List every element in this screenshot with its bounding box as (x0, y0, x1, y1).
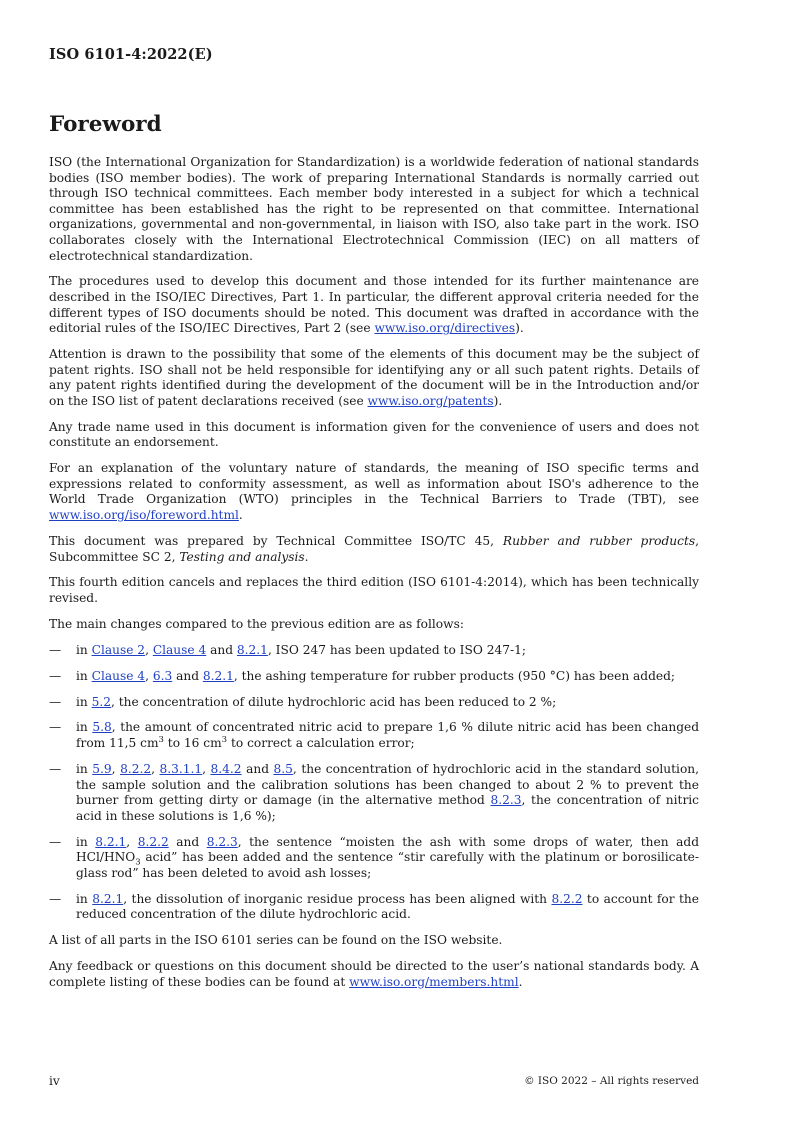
link-8-2-1[interactable]: 8.2.1 (236, 642, 268, 657)
paragraph-procedures: The procedures used to develop this document and those intended for its further maintenance are described in the ISO/IEC Directives, Part 1. In particular, the different approval criteria needed for the different types of ISO documents should be noted. This document was drafted in accordance with the editorial rules of the ISO/IEC Directives, Part 2 (see www.iso.org/directives). (49, 274, 699, 336)
list-item: — in 5.8, the amount of concentrated nitric acid to prepare 1,6 % dilute nitric acid has been changed from 11,5 $cm^3$ to 16 $cm^3$ to correct a calculation error; (49, 720, 700, 751)
link-patents[interactable]: www.iso.org/patents (367, 393, 494, 408)
paragraph-iso-intro: ISO (the International Organization for Standardization) is a worldwide federation of national standards bodies (ISO member bodies). The work of preparing International Standards is normally carried out through ISO technical committees. Each member body interested in a subject for which a technical committee has been established has the right to be represented on that committee. International organizations, governmental and non-governmental, in liaison with ISO, also take part in the work. ISO collaborates closely with the International Electrotechnical Commission (IEC) on all matters of electrotechnical standardization. (49, 155, 699, 263)
changes-list (49, 643, 699, 923)
list-item: — in Clause 4, 6.3 and 8.2.1, the ashing temperature for rubber products (950 °C) has been added; (49, 668, 676, 683)
paragraph-edition: This fourth edition cancels and replaces the third edition (ISO 6101-4:2014), which has been technically revised. (49, 575, 699, 606)
list-item: — in 5.2, the concentration of dilute hydrochloric acid has been reduced to 2 %; (49, 694, 557, 709)
link-clause-2[interactable]: Clause 2 (91, 642, 146, 657)
link-8-2-1[interactable]: 8.2.1 (92, 891, 124, 906)
link-8-2-3[interactable]: 8.2.3 (490, 793, 522, 808)
link-5-8[interactable]: 5.8 (92, 720, 112, 735)
section-title: Foreword (49, 112, 162, 137)
link-8-3-1-1[interactable]: 8.3.1.1 (159, 761, 203, 776)
link-clause-4[interactable]: Clause 4 (91, 668, 146, 683)
link-members[interactable]: www.iso.org/members.html (349, 974, 519, 989)
link-directives[interactable]: www.iso.org/directives (374, 321, 516, 336)
link-5-2[interactable]: 5.2 (91, 694, 112, 709)
list-item: — in 8.2.1, 8.2.2 and 8.2.3, the sentence “moisten the ash with some drops of water, then add HCl/$HNO_3$ acid” has been added and the sentence “stir carefully with the platinum or borosilicate-glass rod” has been deleted to avoid ash losses; (49, 834, 699, 880)
document-id-header: ISO 6101-4:2022(E) (49, 46, 213, 63)
paragraph-feedback: Any feedback or questions on this document should be directed to the user’s national standards body. A complete listing of these bodies can be found at www.iso.org/members.html. (49, 959, 699, 989)
list-item: — in 5.9, 8.2.2, 8.3.1.1, 8.4.2 and 8.5, the concentration of hydrochloric acid in the standard solution, the sample solution and the calibration solutions has been changed to about 2 % to prevent the burner from getting dirty or damage (in the alternative method 8.2.3, the concentration of nitric acid in these solutions is 1,6 %); (49, 761, 700, 823)
list-item: — in 8.2.1, the dissolution of inorganic residue process has been aligned with 8.2.2 to account for the reduced concentration of the dilute hydrochloric acid. (49, 891, 699, 922)
paragraph-main-changes: The main changes compared to the previous edition are as follows: (49, 616, 464, 631)
link-8-2-3[interactable]: 8.2.3 (206, 834, 238, 849)
link-clause-4[interactable]: Clause 4 (152, 642, 207, 657)
link-6-3[interactable]: 6.3 (152, 668, 173, 683)
link-8-2-2[interactable]: 8.2.2 (551, 891, 583, 906)
paragraph-trade-name: Any trade name used in this document is information given for the convenience of users and does not constitute an endorsement. (49, 419, 699, 450)
link-5-9[interactable]: 5.9 (92, 761, 112, 776)
paragraph-committee: This document was prepared by Technical Committee ISO/TC 45, Rubber and rubber products, Subcommittee SC 2, Testing and analysis. (49, 533, 700, 564)
paragraph-voluntary-nature: For an explanation of the voluntary nature of standards, the meaning of ISO specific terms and expressions related to conformity assessment, as well as information about ISO's adherence to the World Trade Organization (WTO) principles in the Technical Barriers to Trade (TBT), see www.iso.org/iso/foreword.html. (49, 461, 699, 523)
paragraph-patents: Attention is drawn to the possibility that some of the elements of this document may be the subject of patent rights. ISO shall not be held responsible for identifying any or all such patent rights. Details of any patent rights identified during the development of the document will be in the Introduction and/or on the ISO list of patent declarations received (see www.iso.org/patents). (49, 347, 699, 408)
paragraph-series-list: A list of all parts in the ISO 6101 series can be found on the ISO website. (49, 933, 503, 948)
link-8-2-2[interactable]: 8.2.2 (137, 834, 169, 849)
link-8-2-1[interactable]: 8.2.1 (202, 668, 234, 683)
link-8-2-2[interactable]: 8.2.2 (120, 761, 152, 776)
link-foreword[interactable]: www.iso.org/iso/foreword.html (49, 508, 239, 523)
foreword-body (49, 155, 699, 1001)
list-item: — in Clause 2, Clause 4 and 8.2.1, ISO 247 has been updated to ISO 247-1; (49, 642, 526, 657)
copyright-notice: © ISO 2022 – All rights reserved (524, 1075, 699, 1087)
link-8-4-2[interactable]: 8.4.2 (210, 761, 242, 776)
page-number: iv (49, 1074, 60, 1088)
link-8-2-1[interactable]: 8.2.1 (95, 834, 127, 849)
link-8-5[interactable]: 8.5 (273, 761, 293, 776)
